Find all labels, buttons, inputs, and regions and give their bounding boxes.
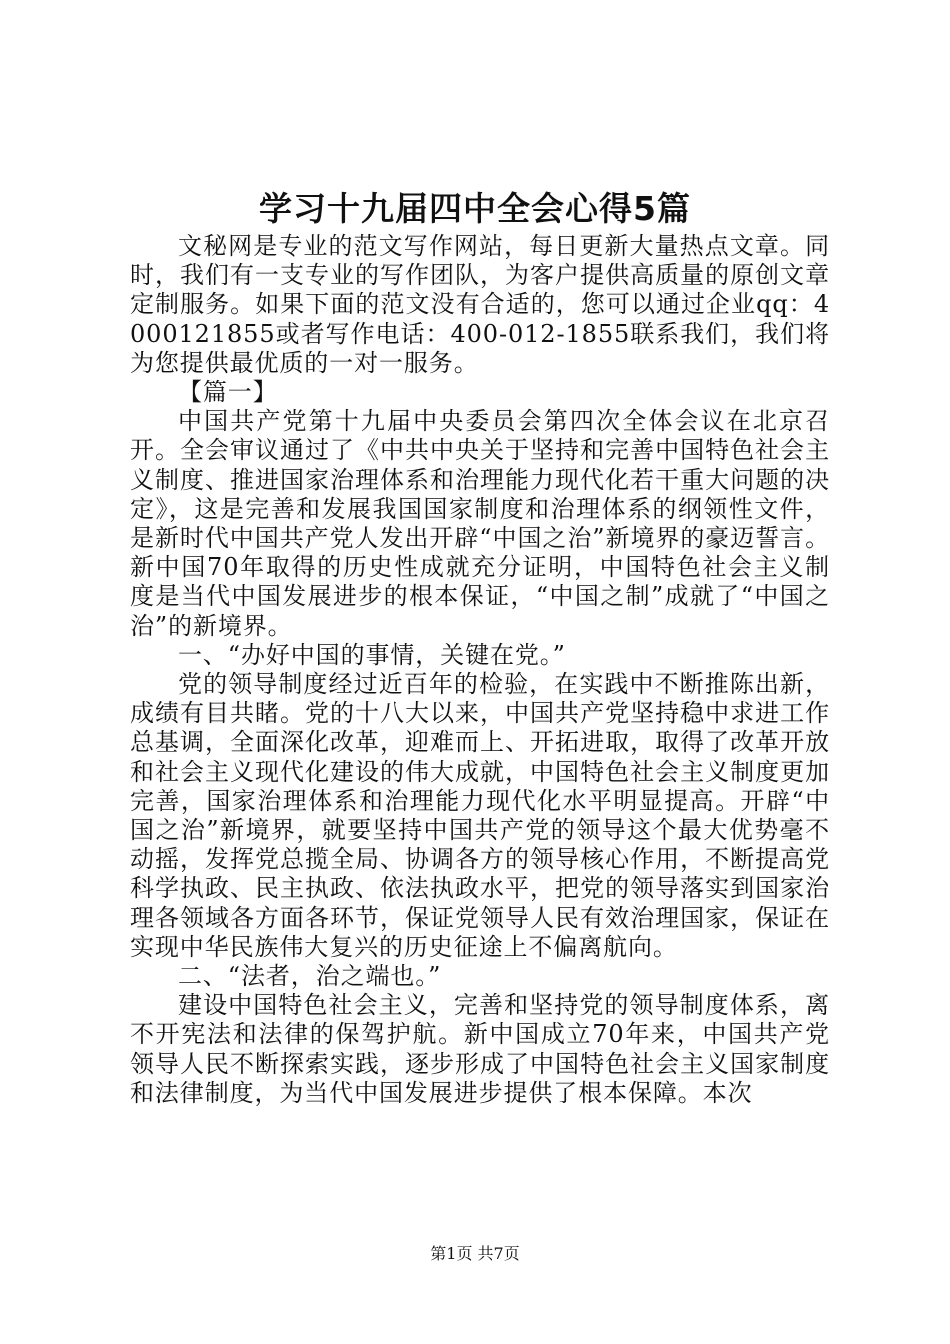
document-body — [130, 232, 830, 1108]
section-heading-1: 【篇一】 — [178, 378, 278, 407]
page-footer: 第1页 共7页 — [430, 1244, 520, 1263]
body-paragraph: 中国共产党第十九届中央委员会第四次全体会议在北京召开。全会审议通过了《中共中央关于坚持和完善中国特色社会主义制度、推进国家治理体系和治理能力现代化若干重大问题的决定》，这是完善和发展我国国家制度和治理体系的纲领性文件，是新时代中国共产党人发出开辟“中国之治”新境界的豪迈誓言。新中国70年取得的历史性成就充分证明，中国特色社会主义制度是当代中国发展进步的根本保证，“中国之制”成就了“中国之治”的新境界。 — [130, 407, 830, 640]
intro-paragraph: 文秘网是专业的范文写作网站，每日更新大量热点文章。同时，我们有一支专业的写作团队，为客户提供高质量的原创文章定制服务。如果下面的范文没有合适的，您可以通过企业qq：4000121855或者写作电话：400-012-1855联系我们，我们将为您提供最优质的一对一服务。 — [130, 232, 830, 377]
body-paragraph: 建设中国特色社会主义，完善和坚持党的领导制度体系，离不开宪法和法律的保驾护航。新中国成立70年来，中国共产党领导人民不断探索实践，逐步形成了中国特色社会主义国家制度和法律制度，为当代中国发展进步提供了根本保障。本次 — [130, 991, 830, 1107]
document-title: 学习十九届四中全会心得5篇 — [259, 189, 691, 228]
body-paragraph: 党的领导制度经过近百年的检验，在实践中不断推陈出新，成绩有目共睹。党的十八大以来，中国共产党坚持稳中求进工作总基调，全面深化改革，迎难而上、开拓进取，取得了改革开放和社会主义现代化建设的伟大成就，中国特色社会主义制度更加完善，国家治理体系和治理能力现代化水平明显提高。开辟“中国之治”新境界，就要坚持中国共产党的领导这个最大优势毫不动摇，发挥党总揽全局、协调各方的领导核心作用，不断提高党科学执政、民主执政、依法执政水平，把党的领导落实到国家治理各领域各方面各环节，保证党领导人民有效治理国家，保证在实现中华民族伟大复兴的历史征途上不偏离航向。 — [130, 670, 830, 961]
subheading-2: 二、“法者，治之端也。” — [178, 962, 442, 991]
subheading-1: 一、“办好中国的事情，关键在党。” — [178, 640, 566, 669]
